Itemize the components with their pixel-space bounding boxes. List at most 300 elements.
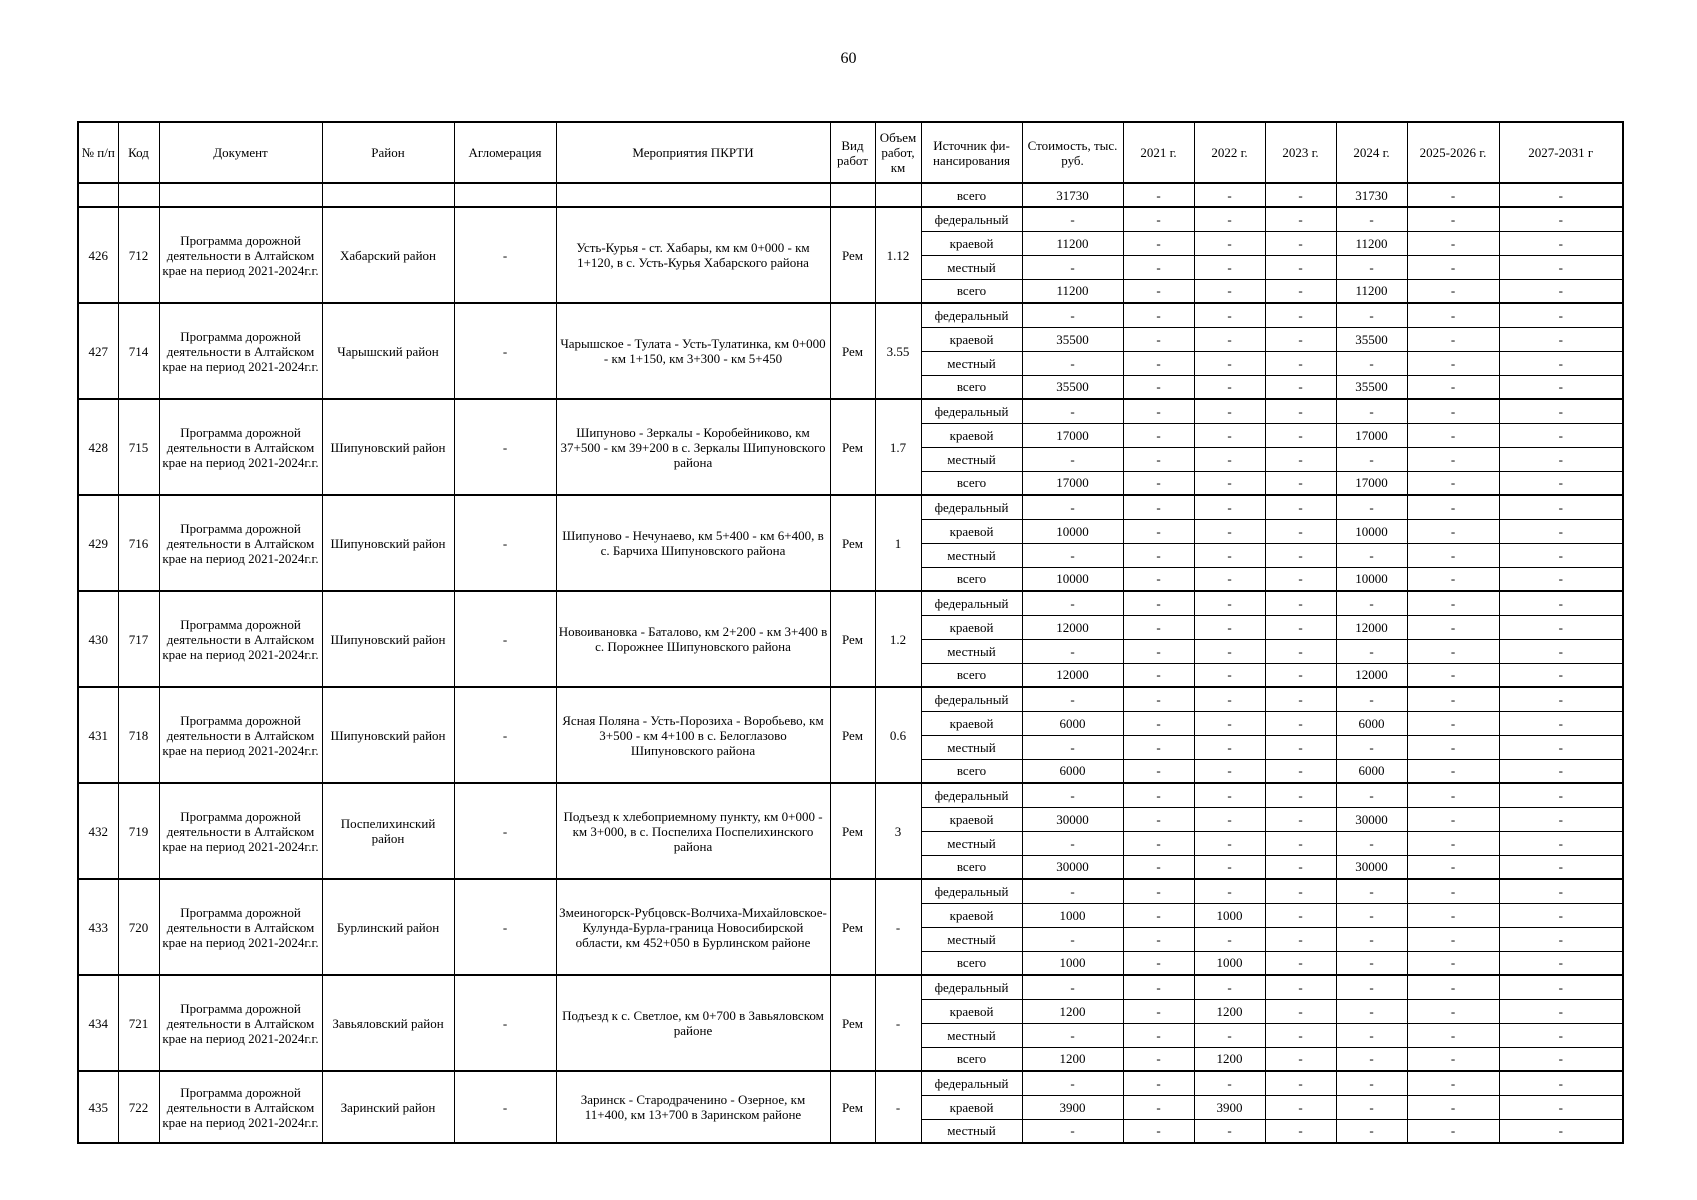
year-value: -: [1336, 351, 1407, 375]
year-value: -: [1194, 687, 1265, 711]
cost-value: -: [1022, 399, 1123, 423]
year-value: -: [1407, 255, 1499, 279]
table-row: [78, 207, 1623, 231]
event-description: Змеиногорск-Рубцовск-Волчиха-Михайловское-Кулунда-Бурла-граница Новосибирской области, км 452+050 в Бурлинском районе: [556, 879, 830, 975]
year-value: -: [1499, 471, 1623, 495]
funding-source: местный: [921, 1023, 1022, 1047]
year-value: -: [1265, 639, 1336, 663]
year-value: -: [1407, 1071, 1499, 1095]
year-value: -: [1407, 207, 1499, 231]
year-value: -: [1265, 975, 1336, 999]
year-value: -: [1499, 855, 1623, 879]
year-value: -: [1265, 399, 1336, 423]
funding-source: всего: [921, 279, 1022, 303]
year-value: -: [1265, 327, 1336, 351]
year-value: -: [1123, 471, 1194, 495]
row-number: 426: [78, 207, 118, 303]
cost-value: -: [1022, 1071, 1123, 1095]
cost-value: -: [1022, 687, 1123, 711]
cost-value: 12000: [1022, 615, 1123, 639]
column-header: № п/п: [78, 122, 118, 183]
funding-source: федеральный: [921, 687, 1022, 711]
row-code: 715: [118, 399, 159, 495]
table-row: [78, 591, 1623, 615]
table-row: [78, 687, 1623, 711]
row-code: 720: [118, 879, 159, 975]
funding-source: местный: [921, 543, 1022, 567]
column-header: 2021 г.: [1123, 122, 1194, 183]
year-value: 35500: [1336, 327, 1407, 351]
year-value: -: [1499, 735, 1623, 759]
funding-source: всего: [921, 183, 1022, 207]
year-value: -: [1336, 879, 1407, 903]
year-value: -: [1265, 591, 1336, 615]
year-value: -: [1194, 759, 1265, 783]
year-value: 17000: [1336, 471, 1407, 495]
year-value: -: [1123, 399, 1194, 423]
year-value: -: [1407, 231, 1499, 255]
year-value: -: [1265, 495, 1336, 519]
funding-source: федеральный: [921, 303, 1022, 327]
year-value: -: [1407, 1095, 1499, 1119]
year-value: -: [1194, 543, 1265, 567]
year-value: 17000: [1336, 423, 1407, 447]
year-value: -: [1194, 279, 1265, 303]
funding-source: местный: [921, 447, 1022, 471]
table-row: [78, 975, 1623, 999]
year-value: -: [1336, 783, 1407, 807]
year-value: -: [1336, 1071, 1407, 1095]
cost-value: -: [1022, 543, 1123, 567]
document-name: Программа дорожной деятельности в Алтайском крае на период 2021-2024г.г.: [159, 591, 322, 687]
year-value: -: [1499, 975, 1623, 999]
year-value: 6000: [1336, 759, 1407, 783]
year-value: -: [1123, 927, 1194, 951]
year-value: -: [1499, 639, 1623, 663]
agglomeration: -: [454, 495, 556, 591]
year-value: 1000: [1194, 903, 1265, 927]
cost-value: -: [1022, 591, 1123, 615]
year-value: -: [1123, 519, 1194, 543]
cost-value: -: [1022, 207, 1123, 231]
document-name: Программа дорожной деятельности в Алтайском крае на период 2021-2024г.г.: [159, 975, 322, 1071]
agglomeration: -: [454, 399, 556, 495]
work-type: Рем: [830, 591, 875, 687]
agglomeration: -: [454, 207, 556, 303]
funding-source: всего: [921, 663, 1022, 687]
district-name: Шипуновский район: [322, 687, 454, 783]
table-body: [78, 183, 1623, 1143]
year-value: -: [1265, 375, 1336, 399]
year-value: -: [1407, 1023, 1499, 1047]
cost-value: -: [1022, 351, 1123, 375]
year-value: -: [1123, 639, 1194, 663]
year-value: -: [1265, 711, 1336, 735]
year-value: -: [1407, 831, 1499, 855]
cost-value: -: [1022, 783, 1123, 807]
agglomeration: -: [454, 783, 556, 879]
year-value: -: [1407, 687, 1499, 711]
district-name: Поспелихинский район: [322, 783, 454, 879]
column-header: 2022 г.: [1194, 122, 1265, 183]
year-value: -: [1499, 615, 1623, 639]
row-number: 435: [78, 1071, 118, 1143]
year-value: -: [1123, 207, 1194, 231]
document-name: Программа дорожной деятельности в Алтайском крае на период 2021-2024г.г.: [159, 687, 322, 783]
funding-source: местный: [921, 1119, 1022, 1143]
year-value: -: [1265, 471, 1336, 495]
work-type: Рем: [830, 687, 875, 783]
empty-cell: [875, 183, 921, 207]
cost-value: 1200: [1022, 999, 1123, 1023]
year-value: -: [1265, 903, 1336, 927]
column-header: Агломерация: [454, 122, 556, 183]
district-name: Чарышский район: [322, 303, 454, 399]
work-volume: 1.7: [875, 399, 921, 495]
work-volume: -: [875, 879, 921, 975]
year-value: -: [1265, 447, 1336, 471]
column-header: 2024 г.: [1336, 122, 1407, 183]
year-value: -: [1499, 687, 1623, 711]
year-value: -: [1123, 663, 1194, 687]
empty-cell: [556, 183, 830, 207]
year-value: -: [1265, 999, 1336, 1023]
event-description: Заринск - Стародраченино - Озерное, км 11+400, км 13+700 в Заринском районе: [556, 1071, 830, 1143]
cost-value: 6000: [1022, 759, 1123, 783]
row-number: 429: [78, 495, 118, 591]
year-value: -: [1194, 783, 1265, 807]
year-value: -: [1194, 807, 1265, 831]
work-volume: 3.55: [875, 303, 921, 399]
year-value: -: [1265, 207, 1336, 231]
year-value: 10000: [1336, 567, 1407, 591]
year-value: -: [1407, 1047, 1499, 1071]
work-type: Рем: [830, 783, 875, 879]
year-value: -: [1194, 975, 1265, 999]
year-value: -: [1336, 495, 1407, 519]
document-name: Программа дорожной деятельности в Алтайском крае на период 2021-2024г.г.: [159, 879, 322, 975]
year-value: 1000: [1194, 951, 1265, 975]
work-type: Рем: [830, 207, 875, 303]
year-value: -: [1336, 1047, 1407, 1071]
year-value: -: [1265, 1119, 1336, 1143]
district-name: Шипуновский район: [322, 399, 454, 495]
year-value: -: [1499, 375, 1623, 399]
empty-cell: [454, 183, 556, 207]
row-code: 718: [118, 687, 159, 783]
year-value: -: [1499, 231, 1623, 255]
row-code: 719: [118, 783, 159, 879]
year-value: -: [1123, 447, 1194, 471]
funding-source: всего: [921, 855, 1022, 879]
event-description: Подъезд к с. Светлое, км 0+700 в Завьяловском районе: [556, 975, 830, 1071]
year-value: -: [1407, 423, 1499, 447]
year-value: -: [1336, 1095, 1407, 1119]
year-value: 12000: [1336, 615, 1407, 639]
page-number: 60: [840, 50, 857, 67]
year-value: -: [1265, 303, 1336, 327]
funding-source: краевой: [921, 423, 1022, 447]
year-value: -: [1336, 399, 1407, 423]
row-code: 722: [118, 1071, 159, 1143]
funding-source: местный: [921, 735, 1022, 759]
year-value: 1200: [1194, 999, 1265, 1023]
funding-source: федеральный: [921, 591, 1022, 615]
row-number: 434: [78, 975, 118, 1071]
year-value: -: [1123, 1071, 1194, 1095]
funding-source: краевой: [921, 807, 1022, 831]
column-header: Стоимость, тыс. руб.: [1022, 122, 1123, 183]
year-value: -: [1194, 831, 1265, 855]
column-header: Объем работ, км: [875, 122, 921, 183]
work-volume: 0.6: [875, 687, 921, 783]
year-value: -: [1499, 951, 1623, 975]
year-value: -: [1265, 1095, 1336, 1119]
year-value: 1200: [1194, 1047, 1265, 1071]
year-value: -: [1265, 927, 1336, 951]
year-value: -: [1194, 639, 1265, 663]
year-value: -: [1499, 1023, 1623, 1047]
table-row: [78, 783, 1623, 807]
table-row: [78, 303, 1623, 327]
year-value: -: [1123, 687, 1194, 711]
funding-source: краевой: [921, 327, 1022, 351]
year-value: -: [1265, 687, 1336, 711]
year-value: -: [1265, 783, 1336, 807]
year-value: -: [1123, 807, 1194, 831]
event-description: Подъезд к хлебоприемному пункту, км 0+000 - км 3+000, в с. Поспелиха Поспелихинского района: [556, 783, 830, 879]
year-value: -: [1123, 903, 1194, 927]
year-value: -: [1499, 903, 1623, 927]
year-value: -: [1123, 951, 1194, 975]
funding-source: краевой: [921, 711, 1022, 735]
year-value: -: [1265, 735, 1336, 759]
funding-source: местный: [921, 639, 1022, 663]
work-type: Рем: [830, 399, 875, 495]
funding-source: федеральный: [921, 495, 1022, 519]
year-value: -: [1407, 375, 1499, 399]
cost-value: 1000: [1022, 903, 1123, 927]
cost-value: 17000: [1022, 471, 1123, 495]
year-value: -: [1194, 351, 1265, 375]
funding-source: краевой: [921, 903, 1022, 927]
agglomeration: -: [454, 1071, 556, 1143]
year-value: 30000: [1336, 855, 1407, 879]
cost-value: 11200: [1022, 279, 1123, 303]
funding-source: федеральный: [921, 879, 1022, 903]
year-value: -: [1123, 855, 1194, 879]
cost-value: 30000: [1022, 855, 1123, 879]
year-value: -: [1336, 639, 1407, 663]
row-code: 716: [118, 495, 159, 591]
funding-source: всего: [921, 759, 1022, 783]
year-value: -: [1407, 663, 1499, 687]
year-value: -: [1265, 183, 1336, 207]
work-volume: 3: [875, 783, 921, 879]
work-volume: 1: [875, 495, 921, 591]
year-value: -: [1336, 927, 1407, 951]
funding-source: федеральный: [921, 1071, 1022, 1095]
year-value: -: [1499, 807, 1623, 831]
year-value: -: [1407, 183, 1499, 207]
table-row: [78, 399, 1623, 423]
year-value: 3900: [1194, 1095, 1265, 1119]
year-value: -: [1194, 303, 1265, 327]
year-value: -: [1194, 519, 1265, 543]
year-value: -: [1499, 495, 1623, 519]
year-value: -: [1123, 831, 1194, 855]
year-value: -: [1194, 183, 1265, 207]
row-code: 721: [118, 975, 159, 1071]
year-value: -: [1407, 711, 1499, 735]
event-description: Шипуново - Зеркалы - Коробейниково, км 37+500 - км 39+200 в с. Зеркалы Шипуновского района: [556, 399, 830, 495]
year-value: -: [1499, 399, 1623, 423]
cost-value: 1200: [1022, 1047, 1123, 1071]
year-value: -: [1499, 1071, 1623, 1095]
year-value: -: [1336, 1023, 1407, 1047]
event-description: Чарышское - Тулата - Усть-Тулатинка, км 0+000 - км 1+150, км 3+300 - км 5+450: [556, 303, 830, 399]
funding-source: всего: [921, 567, 1022, 591]
year-value: -: [1499, 255, 1623, 279]
year-value: -: [1407, 903, 1499, 927]
year-value: -: [1499, 447, 1623, 471]
district-name: Заринский район: [322, 1071, 454, 1143]
year-value: -: [1265, 879, 1336, 903]
document-name: Программа дорожной деятельности в Алтайском крае на период 2021-2024г.г.: [159, 399, 322, 495]
work-volume: 1.12: [875, 207, 921, 303]
year-value: -: [1123, 567, 1194, 591]
funding-source: всего: [921, 1047, 1022, 1071]
program-table: [77, 121, 1624, 1144]
agglomeration: -: [454, 879, 556, 975]
year-value: -: [1407, 975, 1499, 999]
cost-value: -: [1022, 495, 1123, 519]
year-value: -: [1265, 855, 1336, 879]
funding-source: краевой: [921, 519, 1022, 543]
district-name: Шипуновский район: [322, 495, 454, 591]
year-value: -: [1499, 519, 1623, 543]
cost-value: -: [1022, 255, 1123, 279]
cost-value: -: [1022, 303, 1123, 327]
year-value: -: [1336, 447, 1407, 471]
year-value: -: [1194, 1023, 1265, 1047]
year-value: -: [1499, 831, 1623, 855]
year-value: -: [1123, 1047, 1194, 1071]
year-value: -: [1123, 591, 1194, 615]
year-value: -: [1499, 1119, 1623, 1143]
year-value: -: [1407, 543, 1499, 567]
agglomeration: -: [454, 687, 556, 783]
year-value: -: [1336, 975, 1407, 999]
funding-source: федеральный: [921, 783, 1022, 807]
year-value: -: [1265, 663, 1336, 687]
year-value: -: [1407, 783, 1499, 807]
agglomeration: -: [454, 591, 556, 687]
year-value: -: [1336, 255, 1407, 279]
year-value: -: [1407, 615, 1499, 639]
event-description: Усть-Курья - ст. Хабары, км км 0+000 - км 1+120, в с. Усть-Курья Хабарского района: [556, 207, 830, 303]
cost-value: 17000: [1022, 423, 1123, 447]
column-header: Вид работ: [830, 122, 875, 183]
row-number: 431: [78, 687, 118, 783]
cost-value: 6000: [1022, 711, 1123, 735]
year-value: -: [1265, 1047, 1336, 1071]
year-value: -: [1123, 303, 1194, 327]
year-value: 10000: [1336, 519, 1407, 543]
year-value: -: [1265, 543, 1336, 567]
event-description: Новоивановка - Баталово, км 2+200 - км 3+400 в с. Порожнее Шипуновского района: [556, 591, 830, 687]
year-value: -: [1123, 879, 1194, 903]
year-value: -: [1194, 207, 1265, 231]
year-value: -: [1407, 471, 1499, 495]
year-value: -: [1336, 903, 1407, 927]
year-value: -: [1123, 375, 1194, 399]
document-name: Программа дорожной деятельности в Алтайском крае на период 2021-2024г.г.: [159, 783, 322, 879]
year-value: 35500: [1336, 375, 1407, 399]
year-value: -: [1336, 543, 1407, 567]
year-value: -: [1407, 351, 1499, 375]
cost-value: -: [1022, 927, 1123, 951]
funding-source: краевой: [921, 1095, 1022, 1119]
year-value: -: [1123, 351, 1194, 375]
year-value: -: [1336, 735, 1407, 759]
year-value: -: [1407, 879, 1499, 903]
column-header: 2025-2026 г.: [1407, 122, 1499, 183]
cost-value: -: [1022, 639, 1123, 663]
year-value: -: [1265, 759, 1336, 783]
year-value: -: [1123, 975, 1194, 999]
funding-source: федеральный: [921, 975, 1022, 999]
year-value: -: [1336, 999, 1407, 1023]
column-header: Район: [322, 122, 454, 183]
table-row: [78, 495, 1623, 519]
year-value: -: [1407, 735, 1499, 759]
year-value: -: [1265, 951, 1336, 975]
year-value: -: [1499, 1047, 1623, 1071]
year-value: -: [1499, 423, 1623, 447]
year-value: -: [1123, 543, 1194, 567]
year-value: 31730: [1336, 183, 1407, 207]
year-value: -: [1123, 231, 1194, 255]
year-value: -: [1194, 495, 1265, 519]
year-value: -: [1407, 303, 1499, 327]
cost-value: 10000: [1022, 567, 1123, 591]
table-row: [78, 1071, 1623, 1095]
agglomeration: -: [454, 975, 556, 1071]
year-value: -: [1407, 399, 1499, 423]
year-value: -: [1194, 735, 1265, 759]
cost-value: -: [1022, 447, 1123, 471]
year-value: -: [1336, 303, 1407, 327]
agglomeration: -: [454, 303, 556, 399]
year-value: -: [1407, 327, 1499, 351]
year-value: 30000: [1336, 807, 1407, 831]
work-volume: 1.2: [875, 591, 921, 687]
cost-value: -: [1022, 879, 1123, 903]
work-volume: -: [875, 975, 921, 1071]
cost-value: -: [1022, 1023, 1123, 1047]
column-header: Мероприятия ПКРТИ: [556, 122, 830, 183]
column-header: 2027-2031 г: [1499, 122, 1623, 183]
cost-value: 10000: [1022, 519, 1123, 543]
year-value: -: [1194, 1119, 1265, 1143]
year-value: -: [1194, 1071, 1265, 1095]
cost-value: 30000: [1022, 807, 1123, 831]
year-value: -: [1499, 183, 1623, 207]
year-value: -: [1407, 1119, 1499, 1143]
row-code: 712: [118, 207, 159, 303]
year-value: 11200: [1336, 279, 1407, 303]
